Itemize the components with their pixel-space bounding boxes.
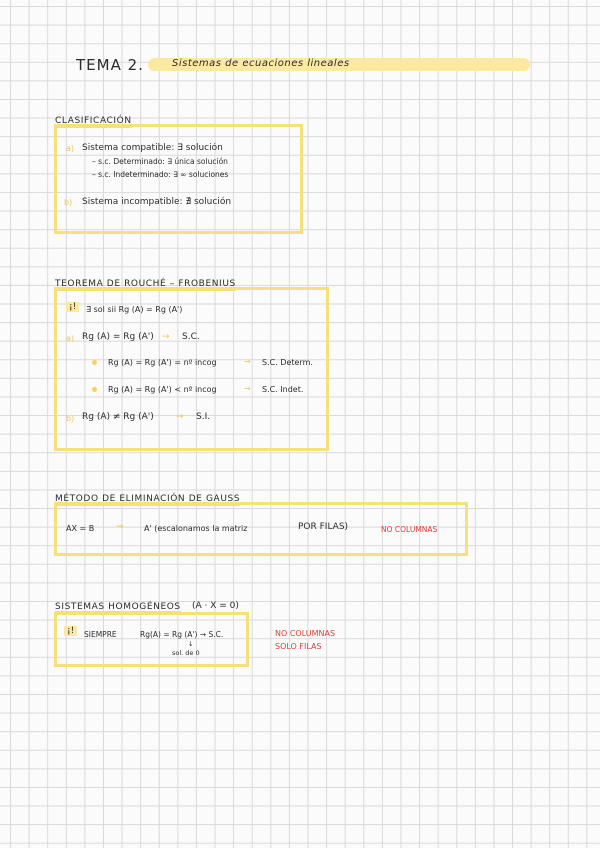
rouche-b-rhs: S.I.: [196, 412, 211, 422]
arrow-icon: →: [244, 384, 251, 393]
homogeneos-rg: Rg(A) = Rg (A') → S.C.: [140, 630, 224, 639]
rouche-b2-lhs: Rg (A) = Rg (A') < nº incog: [108, 385, 217, 394]
gauss-por-filas: POR FILAS): [298, 522, 349, 532]
bullet-icon: [92, 360, 97, 365]
gauss-text: A' (escalonamos la matriz: [144, 524, 248, 533]
rouche-b-lhs: Rg (A) ≠ Rg (A'): [82, 412, 154, 422]
section-heading-gauss: MÉTODO DE ELIMINACIÓN DE GAUSS: [55, 494, 241, 504]
page-title: TEMA 2.: [76, 56, 144, 74]
arrow-icon: →: [162, 332, 170, 342]
section-heading-clasificacion: CLASIFICACIÓN: [55, 116, 132, 126]
homogeneos-equation: (A · X = 0): [192, 601, 239, 611]
section-heading-homogeneos: SISTEMAS HOMOGÉNEOS: [55, 602, 181, 612]
rouche-b2-rhs: S.C. Indet.: [262, 385, 304, 394]
gauss-equation: AX = B: [66, 524, 95, 533]
warning-mark: ¡!: [66, 302, 79, 312]
marker-b: b): [64, 198, 73, 207]
rouche-marker-a: a): [66, 334, 75, 343]
clasif-indeterminado: – s.c. Indeterminado: ∃ ∞ soluciones: [92, 170, 229, 179]
gauss-no-columnas: NO COLUMNAS: [381, 525, 438, 534]
homogeneos-sol: sol. de 0: [172, 649, 200, 657]
warning-mark: ¡!: [64, 626, 77, 636]
page-subtitle: Sistemas de ecuaciones lineales: [172, 58, 350, 69]
clasificacion-box: [54, 124, 303, 234]
arrow-icon: →: [116, 522, 124, 532]
homogeneos-no-columnas: NO COLUMNAS: [275, 629, 336, 638]
rouche-marker-b: b): [66, 414, 75, 423]
rouche-a-rhs: S.C.: [182, 332, 200, 342]
homogeneos-box: [54, 612, 249, 667]
arrow-icon: →: [244, 357, 251, 366]
rouche-a-lhs: Rg (A) = Rg (A'): [82, 332, 154, 342]
marker-a: a): [66, 144, 75, 153]
clasif-incompatible: Sistema incompatible: ∄ solución: [82, 197, 232, 207]
homogeneos-siempre: SIEMPRE: [84, 630, 117, 639]
homogeneos-solo-filas: SOLO FILAS: [275, 642, 322, 651]
arrow-icon: →: [176, 412, 184, 422]
clasif-determinado: – s.c. Determinado: ∃ única solución: [92, 157, 228, 166]
clasif-compatible: Sistema compatible: ∃ solución: [82, 143, 223, 153]
rouche-condition: ∃ sol sii Rg (A) = Rg (A'): [86, 305, 183, 314]
section-heading-rouche: TEOREMA DE ROUCHÉ – FROBENIUS: [55, 279, 236, 289]
down-arrow-icon: ↓: [188, 640, 194, 648]
rouche-b1-rhs: S.C. Determ.: [262, 358, 313, 367]
bullet-icon: [92, 387, 97, 392]
rouche-b1-lhs: Rg (A) = Rg (A') = nº incog: [108, 358, 217, 367]
